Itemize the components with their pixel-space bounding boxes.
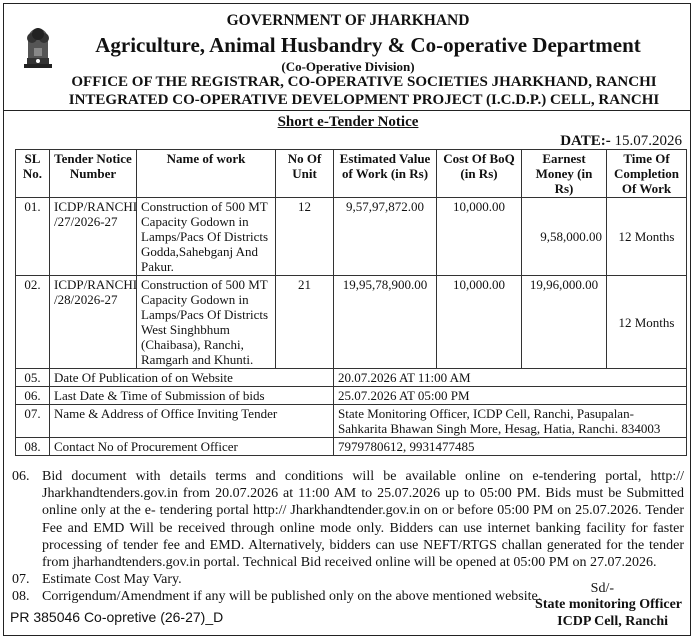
row-time: 12 Months — [607, 198, 687, 276]
info-value: 7979780612, 9931477485 — [334, 438, 687, 456]
row-tender-no: ICDP/RANCHI /27/2026-27 — [50, 198, 137, 276]
header-project: INTEGRATED CO-OPERATIVE DEVELOPMENT PROJECT (I.C.D.P.) CELL, RANCHI — [68, 92, 660, 108]
info-sl: 05. — [16, 369, 50, 387]
header-division: (Co-Operative Division) — [281, 59, 415, 74]
tender-table — [15, 149, 687, 456]
col-sl: SL No. — [16, 150, 50, 198]
col-work: Name of work — [137, 150, 276, 198]
header-department: Agriculture, Animal Husbandry & Co-operative Department — [95, 33, 641, 57]
table-row — [16, 276, 687, 369]
col-time: Time Of Completion Of Work — [607, 150, 687, 198]
col-value: Estimated Value of Work (in Rs) — [334, 150, 437, 198]
col-units: No Of Unit — [276, 150, 334, 198]
info-sl: 06. — [16, 387, 50, 405]
row-time: 12 Months — [607, 276, 687, 369]
row-tender-no: ICDP/RANCHI /28/2026-27 — [50, 276, 137, 369]
signatory-office: ICDP Cell, Ranchi — [557, 614, 668, 629]
list-item — [12, 571, 684, 588]
list-item — [12, 468, 684, 571]
note-text: Bid document with details terms and conditions will be available online on e-tendering portal, http:// Jharkhandtenders.gov.in from 20.07.2026 at 11:00 AM to 25.07.2026 up to 05:00 PM. Bids must be Submitted online only at the e- tendering portal http:// Jharkhandtender.gov.in on or before 05:00 PM on 25.07.2026. Tender Fee and EMD Will be received through online mode only. Bidders can use internet banking facility for faster processing of tender fee and EMD. Alternatively, bidders can use NEFT/RTGS challan generated for the tender from jharhandtenders.gov.in portal. Technical Bid received online will be opened at 05:00 PM on 27.07.2026. — [42, 469, 684, 571]
row-work: Construction of 500 MT Capacity Godown in Lamps/Pacs Of Districts West Singhbhum (Chaibasa), Ranchi, Ramgarh and Khunti. — [137, 276, 276, 369]
col-tender-no: Tender Notice Number — [50, 150, 137, 198]
note-number: 06. — [12, 469, 30, 484]
info-value: State Monitoring Officer, ICDP Cell, Ranchi, Pasupalan-Sahkarita Bhawan Singh More, Hesag, Hatia, Ranchi. 834003 — [334, 405, 687, 438]
note-text: Corrigendum/Amendment if any will be published only on the above mentioned website. — [42, 589, 542, 605]
row-value: 9,57,97,872.00 — [334, 198, 437, 276]
row-emd: 9,58,000.00 — [522, 198, 607, 276]
header-government: GOVERNMENT OF JHARKHAND — [226, 12, 470, 29]
row-units: 21 — [276, 276, 334, 369]
notice-title: Short e-Tender Notice — [277, 114, 419, 130]
info-row-submission — [16, 387, 687, 405]
notice-date: DATE:- 15.07.2026 — [560, 133, 682, 149]
row-units: 12 — [276, 198, 334, 276]
header-divider — [3, 110, 691, 111]
info-value: 25.07.2026 AT 05:00 PM — [334, 387, 687, 405]
info-label: Last Date & Time of Submission of bids — [50, 387, 334, 405]
signatory-title: State monitoring Officer — [535, 597, 682, 612]
info-label: Date Of Publication of on Website — [50, 369, 334, 387]
row-sl: 02. — [16, 276, 50, 369]
notes-section — [12, 468, 684, 606]
table-row — [16, 198, 687, 276]
row-boq: 10,000.00 — [437, 198, 522, 276]
info-label: Contact No of Procurement Officer — [50, 438, 334, 456]
note-text: Estimate Cost May Vary. — [42, 572, 182, 588]
row-value: 19,95,78,900.00 — [334, 276, 437, 369]
signed-mark: Sd/- — [590, 581, 614, 596]
pr-number: PR 385046 Co-opretive (26-27)_D — [10, 609, 224, 625]
info-label: Name & Address of Office Inviting Tender — [50, 405, 334, 438]
row-emd: 19,96,000.00 — [522, 276, 607, 369]
info-value: 20.07.2026 AT 11:00 AM — [334, 369, 687, 387]
col-boq: Cost Of BoQ (in Rs) — [437, 150, 522, 198]
col-emd: Earnest Money (in Rs) — [522, 150, 607, 198]
row-sl: 01. — [16, 198, 50, 276]
note-number: 08. — [12, 589, 30, 605]
info-row-contact — [16, 438, 687, 456]
info-row-office — [16, 405, 687, 438]
info-sl: 08. — [16, 438, 50, 456]
table-header-row — [16, 150, 687, 198]
info-row-publication — [16, 369, 687, 387]
row-work: Construction of 500 MT Capacity Godown in Lamps/Pacs Of Districts Godda,Sahebganj And Pakur. — [137, 198, 276, 276]
row-boq: 10,000.00 — [437, 276, 522, 369]
header-office: OFFICE OF THE REGISTRAR, CO-OPERATIVE SOCIETIES JHARKHAND, RANCHI — [71, 74, 657, 90]
info-sl: 07. — [16, 405, 50, 438]
note-number: 07. — [12, 572, 30, 588]
